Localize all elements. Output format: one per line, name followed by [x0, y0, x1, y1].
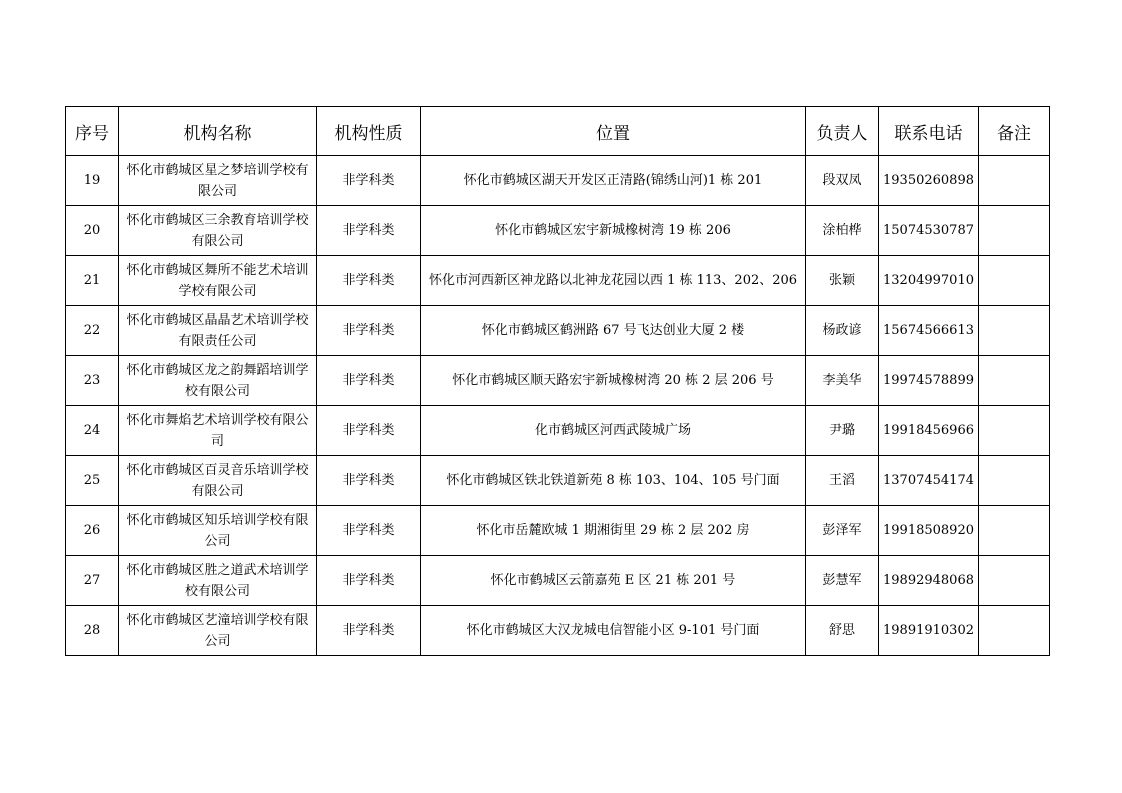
cell-note	[979, 556, 1050, 606]
cell-type: 非学科类	[317, 306, 421, 356]
cell-note	[979, 306, 1050, 356]
cell-no: 28	[66, 606, 119, 656]
cell-type: 非学科类	[317, 506, 421, 556]
cell-location: 化市鹤城区河西武陵城广场	[421, 406, 806, 456]
cell-person: 李美华	[806, 356, 879, 406]
cell-phone: 13707454174	[879, 456, 979, 506]
cell-type: 非学科类	[317, 256, 421, 306]
institution-table	[65, 106, 1050, 656]
cell-phone: 13204997010	[879, 256, 979, 306]
cell-no: 22	[66, 306, 119, 356]
header-phone: 联系电话	[879, 107, 979, 156]
table-header-row	[66, 107, 1050, 156]
cell-phone: 19891910302	[879, 606, 979, 656]
cell-phone: 19350260898	[879, 156, 979, 206]
cell-name: 怀化市鹤城区舞所不能艺术培训学校有限公司	[119, 256, 317, 306]
table-row	[66, 306, 1050, 356]
cell-note	[979, 356, 1050, 406]
cell-phone: 19974578899	[879, 356, 979, 406]
cell-note	[979, 256, 1050, 306]
cell-note	[979, 156, 1050, 206]
table-row	[66, 556, 1050, 606]
cell-no: 21	[66, 256, 119, 306]
cell-person: 涂柏桦	[806, 206, 879, 256]
table-row	[66, 156, 1050, 206]
cell-no: 25	[66, 456, 119, 506]
cell-name: 怀化市舞焰艺术培训学校有限公司	[119, 406, 317, 456]
cell-type: 非学科类	[317, 206, 421, 256]
header-type: 机构性质	[317, 107, 421, 156]
table-row	[66, 206, 1050, 256]
cell-person: 杨政谚	[806, 306, 879, 356]
cell-type: 非学科类	[317, 606, 421, 656]
cell-name: 怀化市鹤城区三余教育培训学校有限公司	[119, 206, 317, 256]
cell-location: 怀化市鹤城区鹤洲路 67 号飞达创业大厦 2 楼	[421, 306, 806, 356]
header-no: 序号	[66, 107, 119, 156]
cell-phone: 19918508920	[879, 506, 979, 556]
cell-person: 尹璐	[806, 406, 879, 456]
cell-name: 怀化市鹤城区知乐培训学校有限公司	[119, 506, 317, 556]
cell-note	[979, 456, 1050, 506]
cell-note	[979, 206, 1050, 256]
table-row	[66, 456, 1050, 506]
header-person: 负责人	[806, 107, 879, 156]
cell-no: 27	[66, 556, 119, 606]
cell-no: 24	[66, 406, 119, 456]
cell-name: 怀化市鹤城区艺潼培训学校有限公司	[119, 606, 317, 656]
cell-no: 20	[66, 206, 119, 256]
header-location: 位置	[421, 107, 806, 156]
cell-name: 怀化市鹤城区胜之道武术培训学校有限公司	[119, 556, 317, 606]
table-row	[66, 256, 1050, 306]
table-row	[66, 506, 1050, 556]
cell-name: 怀化市鹤城区龙之韵舞蹈培训学校有限公司	[119, 356, 317, 406]
table-row	[66, 356, 1050, 406]
cell-phone: 15674566613	[879, 306, 979, 356]
header-note: 备注	[979, 107, 1050, 156]
cell-phone: 19892948068	[879, 556, 979, 606]
cell-location: 怀化市鹤城区铁北铁道新苑 8 栋 103、104、105 号门面	[421, 456, 806, 506]
cell-no: 23	[66, 356, 119, 406]
cell-note	[979, 506, 1050, 556]
cell-location: 怀化市鹤城区云箭嘉苑 E 区 21 栋 201 号	[421, 556, 806, 606]
cell-person: 王滔	[806, 456, 879, 506]
cell-person: 张颖	[806, 256, 879, 306]
table-row	[66, 406, 1050, 456]
cell-type: 非学科类	[317, 406, 421, 456]
table-row	[66, 606, 1050, 656]
cell-location: 怀化市鹤城区湖天开发区正清路(锦绣山河)1 栋 201	[421, 156, 806, 206]
cell-name: 怀化市鹤城区星之梦培训学校有限公司	[119, 156, 317, 206]
cell-type: 非学科类	[317, 356, 421, 406]
cell-person: 彭泽军	[806, 506, 879, 556]
cell-phone: 15074530787	[879, 206, 979, 256]
cell-no: 19	[66, 156, 119, 206]
cell-note	[979, 606, 1050, 656]
cell-location: 怀化市岳麓欧城 1 期湘街里 29 栋 2 层 202 房	[421, 506, 806, 556]
cell-location: 怀化市河西新区神龙路以北神龙花园以西 1 栋 113、202、206	[421, 256, 806, 306]
cell-name: 怀化市鹤城区百灵音乐培训学校有限公司	[119, 456, 317, 506]
cell-type: 非学科类	[317, 456, 421, 506]
cell-person: 彭慧军	[806, 556, 879, 606]
cell-location: 怀化市鹤城区宏宇新城橡树湾 19 栋 206	[421, 206, 806, 256]
cell-name: 怀化市鹤城区晶晶艺术培训学校有限责任公司	[119, 306, 317, 356]
cell-phone: 19918456966	[879, 406, 979, 456]
cell-type: 非学科类	[317, 556, 421, 606]
cell-note	[979, 406, 1050, 456]
cell-type: 非学科类	[317, 156, 421, 206]
cell-person: 舒思	[806, 606, 879, 656]
cell-no: 26	[66, 506, 119, 556]
header-name: 机构名称	[119, 107, 317, 156]
cell-location: 怀化市鹤城区顺天路宏宇新城橡树湾 20 栋 2 层 206 号	[421, 356, 806, 406]
cell-location: 怀化市鹤城区大汉龙城电信智能小区 9-101 号门面	[421, 606, 806, 656]
cell-person: 段双凤	[806, 156, 879, 206]
